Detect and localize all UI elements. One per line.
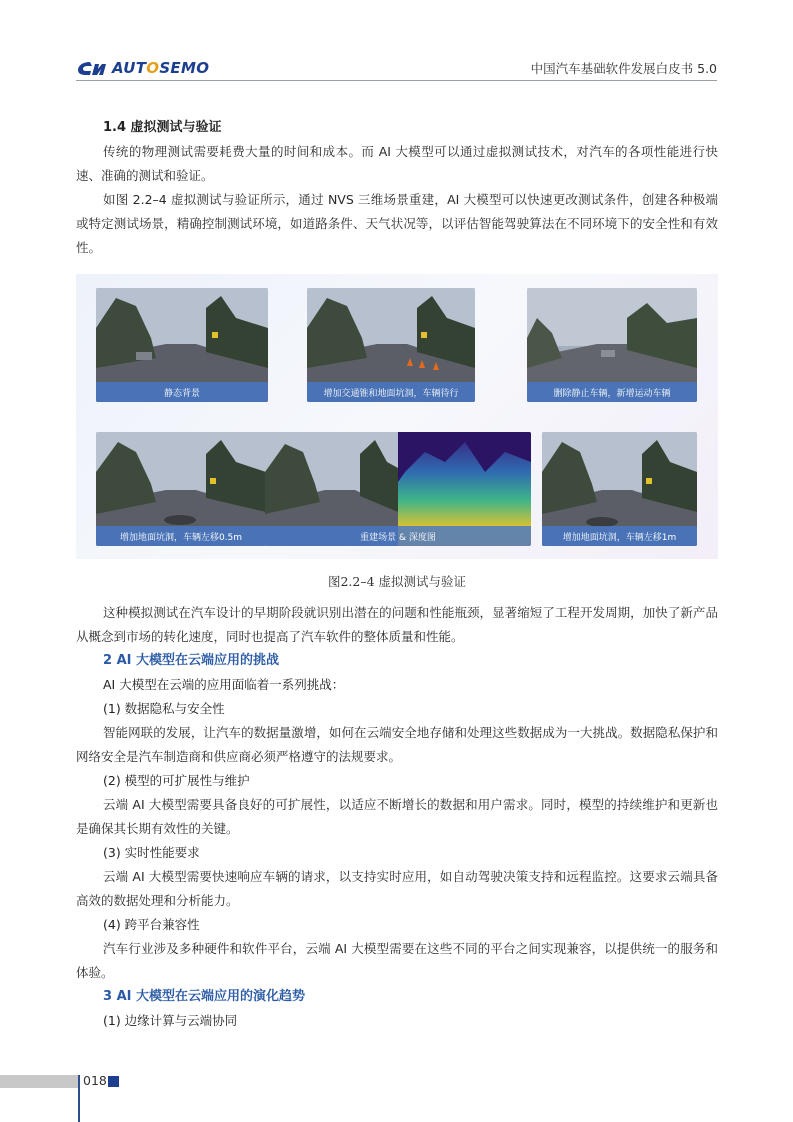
footer-divider xyxy=(78,1075,80,1122)
section-heading-2: 2 AI 大模型在云端应用的挑战 xyxy=(103,653,279,668)
panel-caption: 静态背景 xyxy=(96,382,268,402)
paragraph: 传统的物理测试需要耗费大量的时间和成本。而 AI 大模型可以通过虚拟测试技术，对汽车的各项性能进行快速、准确的测试和验证。 xyxy=(76,144,718,183)
figure-panel xyxy=(265,432,531,546)
autosemo-logo xyxy=(76,58,209,78)
paragraph: 如图 2.2–4 虚拟测试与验证所示，通过 NVS 三维场景重建，AI 大模型可以快速更改测试条件，创建各种极端或特定测试场景，精确控制测试环境，如道路条件、天气状况等，以评估智能驾驶算法在不同环境下的安全性和有效性。 xyxy=(76,192,718,255)
logo-text: AUTOSEMO xyxy=(112,59,210,77)
page-header xyxy=(0,0,793,90)
section-heading-3: 3 AI 大模型在云端应用的演化趋势 xyxy=(103,989,305,1004)
panel-caption: 增加交通锥和地面坑洞，车辆待行 xyxy=(307,382,475,402)
section-intro: AI 大模型在云端的应用面临着一系列挑战： xyxy=(103,677,345,692)
panel-caption: 删除静止车辆，新增运动车辆 xyxy=(527,382,697,402)
document-title: 中国汽车基础软件发展白皮书 5.0 xyxy=(530,61,717,76)
figure-panel xyxy=(527,288,697,402)
figure-panel xyxy=(307,288,475,402)
figure-panel xyxy=(542,432,697,546)
panel-caption: 增加地面坑洞，车辆左移1m xyxy=(542,526,697,546)
panel-caption: 重建场景 & 深度图 xyxy=(265,526,531,546)
section-heading-1-4: 1.4 虚拟测试与验证 xyxy=(103,120,222,135)
paragraph: 汽车行业涉及多种硬件和软件平台，云端 AI 大模型需要在这些不同的平台之间实现兼容，以提供统一的服务和体验。 xyxy=(76,941,718,980)
panel-caption: 增加地面坑洞，车辆左移0.5m xyxy=(96,526,266,546)
header-divider xyxy=(76,80,717,81)
paragraph: 云端 AI 大模型需要具备良好的可扩展性，以适应不断增长的数据和用户需求。同时，模型的持续维护和更新也是确保其长期有效性的关键。 xyxy=(76,797,718,836)
subheading: (3) 实时性能要求 xyxy=(103,845,200,860)
figure-panel xyxy=(96,288,268,402)
subheading: (4) 跨平台兼容性 xyxy=(103,917,200,932)
page-number: 018 xyxy=(83,1073,107,1088)
figure-virtual-testing xyxy=(76,274,718,559)
page-content xyxy=(76,116,718,1033)
subheading: (2) 模型的可扩展性与维护 xyxy=(103,773,250,788)
figure-panel xyxy=(96,432,266,546)
subheading: (1) 边缘计算与云端协同 xyxy=(103,1013,238,1028)
page-marker-icon xyxy=(108,1076,119,1087)
paragraph: 智能网联的发展，让汽车的数据量激增，如何在云端安全地存储和处理这些数据成为一大挑战。数据隐私保护和网络安全是汽车制造商和供应商必须严格遵守的法规要求。 xyxy=(76,725,718,764)
paragraph: 云端 AI 大模型需要快速响应车辆的请求，以支持实时应用，如自动驾驶决策支持和远程监控。这要求云端具备高效的数据处理和分析能力。 xyxy=(76,869,718,908)
logo-mark-icon xyxy=(76,59,110,77)
footer-bar xyxy=(0,1075,78,1088)
figure-caption: 图2.2–4 虚拟测试与验证 xyxy=(327,574,467,589)
subheading: (1) 数据隐私与安全性 xyxy=(103,701,225,716)
paragraph: 这种模拟测试在汽车设计的早期阶段就识别出潜在的问题和性能瓶颈，显著缩短了工程开发周期，加快了新产品从概念到市场的转化速度，同时也提高了汽车软件的整体质量和性能。 xyxy=(76,605,718,644)
